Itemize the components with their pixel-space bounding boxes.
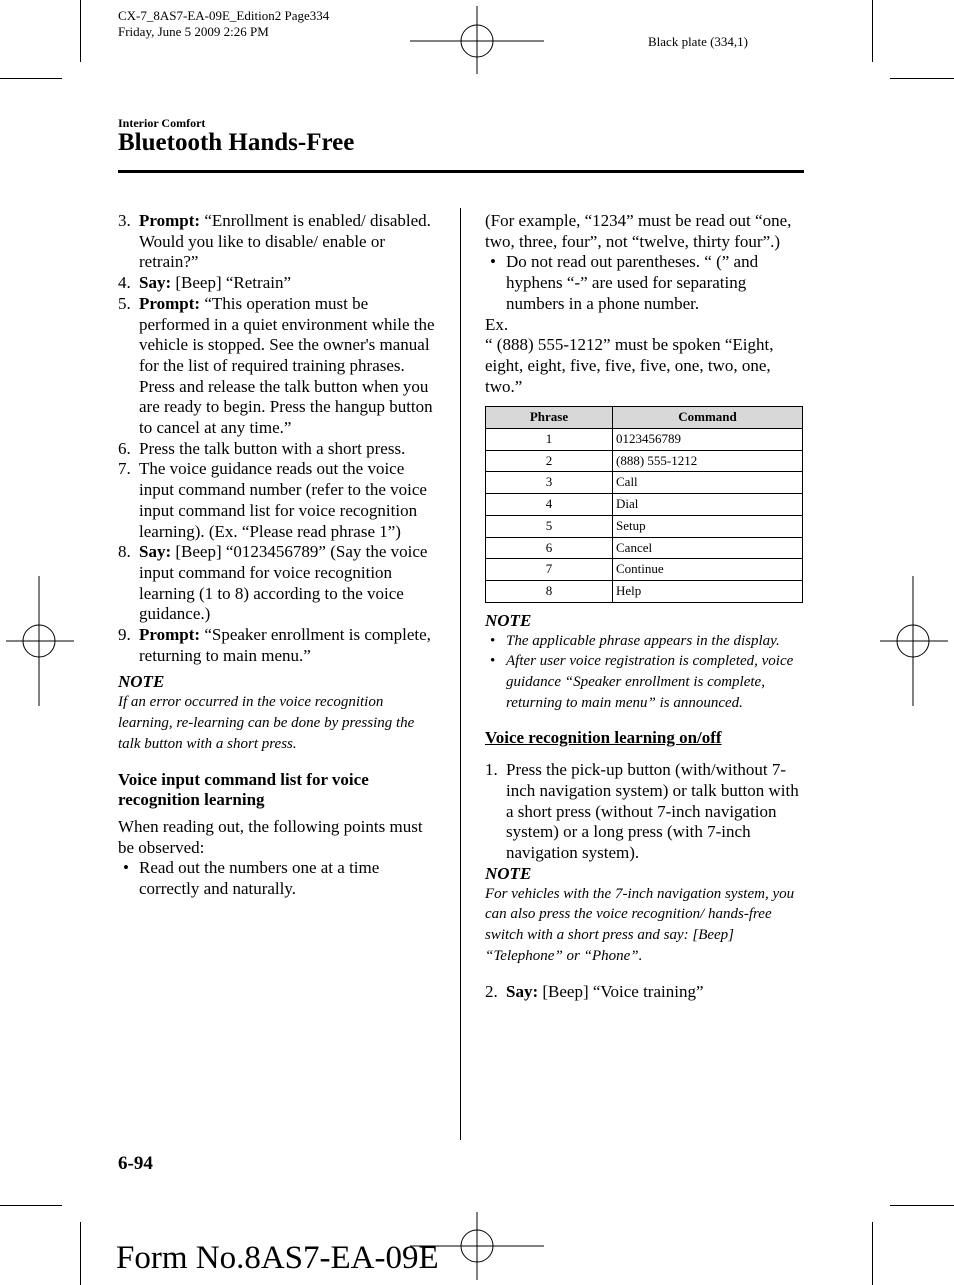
table-row bbox=[486, 537, 803, 559]
example-paragraph: (For example, “1234” must be read out “one, two, three, four”, not “twelve, thirty four”.) bbox=[485, 211, 792, 251]
step-item bbox=[118, 273, 440, 294]
step-number: 9. bbox=[118, 625, 131, 645]
phrase-cell: 6 bbox=[486, 537, 613, 559]
note-bullet-text: The applicable phrase appears in the display. bbox=[506, 632, 780, 649]
phrase-cell: 3 bbox=[486, 472, 613, 494]
bullet-text: Read out the numbers one at a time correctly and naturally. bbox=[139, 858, 380, 899]
step-keyword: Say: bbox=[139, 273, 172, 293]
left-column bbox=[118, 211, 440, 900]
step-item bbox=[118, 625, 440, 666]
command-cell: 0123456789 bbox=[613, 429, 803, 451]
command-table bbox=[485, 406, 803, 602]
step-item bbox=[118, 542, 440, 625]
title-rule bbox=[118, 170, 804, 173]
step-keyword: Say: bbox=[506, 981, 539, 1001]
bullet-icon: • bbox=[490, 632, 496, 649]
registration-mark-right bbox=[880, 576, 948, 706]
step-item bbox=[118, 439, 440, 460]
command-cell: Continue bbox=[613, 559, 803, 581]
table-row bbox=[486, 429, 803, 451]
command-cell: Help bbox=[613, 580, 803, 602]
step-text: The voice guidance reads out the voice input command number (refer to the voice input command list for voice recognition learning). (Ex. “Please read phrase 1”) bbox=[139, 459, 427, 541]
plate-label: Black plate (334,1) bbox=[648, 34, 748, 49]
step-text: [Beep] “Retrain” bbox=[171, 273, 292, 293]
crop-mark bbox=[0, 78, 62, 79]
command-cell: (888) 555-1212 bbox=[613, 450, 803, 472]
note-bullet bbox=[485, 631, 805, 652]
step-number: 3. bbox=[118, 211, 131, 230]
crop-mark bbox=[890, 78, 954, 79]
step-text: “Enrollment is enabled/ disabled. Would you like to disable/ enable or retrain?” bbox=[139, 211, 431, 272]
note-heading: NOTE bbox=[118, 672, 165, 692]
step-text: Press the pick-up button (with/without 7-inch navigation system) or talk button with a short press (without 7-inch navigation system) or a long press (with 7-inch navigation system). bbox=[506, 760, 799, 862]
phrase-cell: 2 bbox=[486, 450, 613, 472]
section-label: Interior Comfort bbox=[118, 116, 206, 130]
crop-mark bbox=[80, 0, 81, 62]
registration-mark-left bbox=[6, 576, 74, 706]
bullet-item bbox=[485, 252, 805, 314]
phrase-cell: 1 bbox=[486, 429, 613, 451]
note-heading: NOTE bbox=[485, 610, 532, 630]
crop-mark bbox=[0, 1205, 62, 1206]
table-row bbox=[486, 559, 803, 581]
file-line: CX-7_8AS7-EA-09E_Edition2 Page334 bbox=[118, 8, 330, 23]
command-cell: Setup bbox=[613, 515, 803, 537]
table-row bbox=[486, 580, 803, 602]
ex-text: “ (888) 555-1212” must be spoken “Eight, eight, eight, five, five, five, one, two, one, two.” bbox=[485, 335, 774, 396]
table-row bbox=[486, 450, 803, 472]
step-number: 4. bbox=[118, 273, 131, 293]
note-text: For vehicles with the 7-inch navigation system, you can also press the voice recognition/ hands-free switch with a short press and say: [Beep] “Telephone” or “Phone”. bbox=[485, 885, 795, 964]
step-number: 6. bbox=[118, 438, 131, 458]
form-number: Form No.8AS7-EA-09E bbox=[116, 1240, 439, 1276]
bullet-icon: • bbox=[490, 252, 496, 272]
step-keyword: Prompt: bbox=[139, 293, 201, 313]
column-divider bbox=[460, 208, 461, 1140]
command-cell: Call bbox=[613, 472, 803, 494]
step-item bbox=[118, 294, 440, 439]
crop-mark bbox=[872, 0, 873, 62]
step-number: 2. bbox=[485, 981, 498, 1001]
table-row bbox=[486, 472, 803, 494]
step-text: Press the talk button with a short press. bbox=[139, 438, 406, 458]
step-keyword: Prompt: bbox=[139, 211, 201, 230]
step-text: [Beep] “Voice training” bbox=[538, 981, 704, 1001]
phrase-cell: 8 bbox=[486, 580, 613, 602]
note-bullet-text: After user voice registration is completed, voice guidance “Speaker enrollment is complete, returning to main menu” is announced. bbox=[506, 653, 794, 711]
note-bullet bbox=[485, 651, 805, 713]
bullet-icon: • bbox=[123, 858, 129, 878]
bullet-icon: • bbox=[490, 653, 496, 670]
command-cell: Dial bbox=[613, 494, 803, 516]
table-header-row bbox=[486, 407, 803, 429]
command-cell: Cancel bbox=[613, 537, 803, 559]
date-line: Friday, June 5 2009 2:26 PM bbox=[118, 24, 269, 39]
phrase-cell: 5 bbox=[486, 515, 613, 537]
intro-text: When reading out, the following points must be observed: bbox=[118, 816, 423, 857]
step-item bbox=[485, 982, 805, 1003]
table-row bbox=[486, 494, 803, 516]
step-text: “This operation must be performed in a quiet environment while the vehicle is stopped. See the owner's manual for the list of required training phrases. Press and release the talk button when you are ready to begin. Press the hangup button to cancel at any time.” bbox=[139, 293, 435, 438]
step-keyword: Say: bbox=[139, 542, 172, 562]
step-keyword: Prompt: bbox=[139, 625, 201, 645]
registration-mark-top bbox=[410, 6, 544, 74]
crop-mark bbox=[80, 1222, 81, 1285]
step-item bbox=[485, 760, 805, 864]
steps-list bbox=[118, 211, 440, 666]
crop-mark bbox=[872, 1222, 873, 1285]
right-column bbox=[485, 211, 805, 1002]
step-item bbox=[118, 459, 440, 542]
step-number: 7. bbox=[118, 459, 131, 479]
bullet-item bbox=[118, 858, 440, 899]
phrase-cell: 7 bbox=[486, 559, 613, 581]
note-list bbox=[485, 631, 805, 714]
note-heading: NOTE bbox=[485, 863, 532, 883]
bullet-text: Do not read out parentheses. “ (” and hyphens “-” are used for separating numbers in a phone number. bbox=[506, 252, 759, 313]
column-header-phrase: Phrase bbox=[486, 407, 613, 429]
subheading-learning-toggle: Voice recognition learning on/off bbox=[485, 728, 722, 748]
table-row bbox=[486, 515, 803, 537]
ex-label: Ex. bbox=[485, 314, 509, 334]
step-number: 1. bbox=[485, 760, 498, 780]
column-header-command: Command bbox=[613, 407, 803, 429]
print-info bbox=[118, 8, 329, 40]
page-number: 6-94 bbox=[118, 1153, 153, 1174]
step-number: 8. bbox=[118, 542, 131, 562]
step-item bbox=[118, 211, 440, 273]
phrase-cell: 4 bbox=[486, 494, 613, 516]
page-title: Bluetooth Hands-Free bbox=[118, 129, 355, 156]
subheading-command-list: Voice input command list for voice recognition learning bbox=[118, 769, 369, 810]
note-text: If an error occurred in the voice recognition learning, re-learning can be done by pressing the talk button with a short press. bbox=[118, 694, 415, 752]
step-text: [Beep] “0123456789” (Say the voice input command for voice recognition learning (1 to 8) according to the voice guidance.) bbox=[139, 542, 428, 624]
step-number: 5. bbox=[118, 293, 131, 313]
step-text: “Speaker enrollment is complete, returning to main menu.” bbox=[139, 625, 431, 665]
crop-mark bbox=[890, 1205, 954, 1206]
